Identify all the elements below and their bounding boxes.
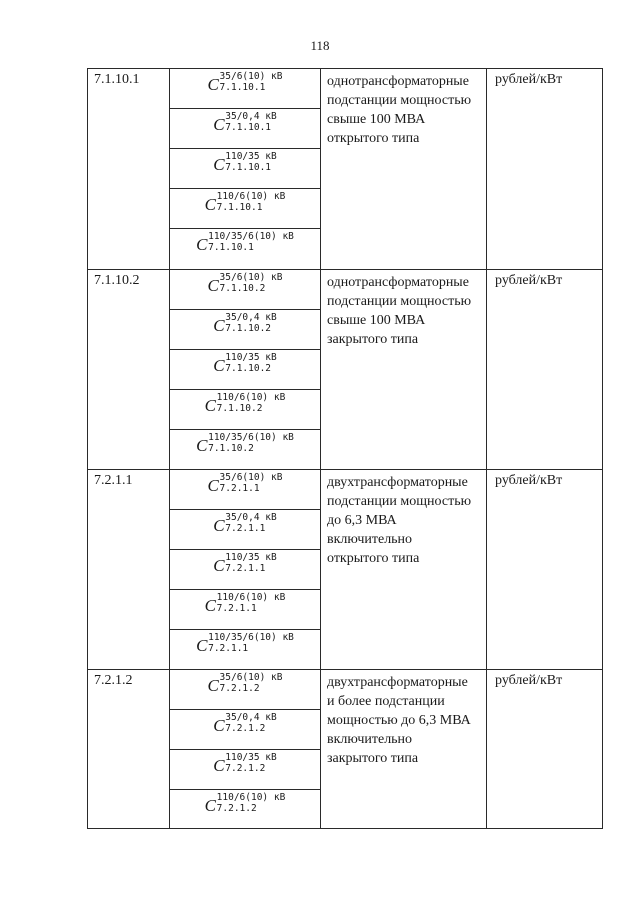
formula-cell bbox=[170, 350, 320, 390]
rate-formula bbox=[213, 353, 276, 374]
formula-subscript: 7.2.1.2 bbox=[219, 683, 260, 694]
formula-superscript: 110/6(10) кВ bbox=[216, 592, 286, 603]
formula-superscript: 110/35/6(10) кВ bbox=[208, 632, 294, 643]
rate-formula bbox=[205, 192, 286, 213]
description-line: однотрансформаторные bbox=[327, 275, 469, 290]
formula-letter: C bbox=[213, 356, 225, 375]
formula-cell bbox=[170, 69, 320, 109]
rate-formula bbox=[208, 473, 283, 494]
table-row bbox=[88, 269, 602, 469]
description-line: открытого типа bbox=[327, 131, 420, 146]
formula-cells bbox=[170, 69, 321, 269]
rate-formula bbox=[208, 273, 283, 294]
formula-superscript: 35/0,4 кВ bbox=[225, 312, 277, 323]
rate-formula bbox=[196, 433, 294, 454]
formula-subscript: 7.2.1.2 bbox=[216, 803, 257, 814]
formula-cell bbox=[170, 229, 320, 269]
formula-subscript: 7.1.10.1 bbox=[225, 162, 272, 173]
formula-letter: C bbox=[213, 556, 225, 575]
formula-subscript: 7.1.10.2 bbox=[219, 283, 266, 294]
formula-superscript: 35/0,4 кВ bbox=[225, 712, 277, 723]
formula-cell bbox=[170, 710, 320, 750]
formula-superscript: 110/35 кВ bbox=[225, 151, 277, 162]
rate-formula bbox=[205, 393, 286, 414]
formula-cell bbox=[170, 750, 320, 790]
row-unit: рублей/кВт bbox=[495, 72, 563, 87]
formula-subscript: 7.1.10.1 bbox=[225, 122, 272, 133]
formula-cells bbox=[170, 470, 321, 669]
formula-letter: C bbox=[213, 155, 225, 174]
description-line: двухтрансформаторные bbox=[327, 475, 468, 490]
formula-cell bbox=[170, 430, 320, 470]
table-row bbox=[88, 469, 602, 669]
formula-cell bbox=[170, 189, 320, 229]
formula-superscript: 35/6(10) кВ bbox=[219, 672, 283, 683]
description-line: открытого типа bbox=[327, 551, 420, 566]
formula-cell bbox=[170, 590, 320, 630]
description-line: включительно bbox=[327, 532, 413, 547]
formula-letter: C bbox=[213, 716, 225, 735]
formula-subscript: 7.1.10.1 bbox=[216, 202, 263, 213]
formula-superscript: 35/0,4 кВ bbox=[225, 111, 277, 122]
formula-cell bbox=[170, 270, 320, 310]
formula-subscript: 7.2.1.1 bbox=[225, 523, 266, 534]
description-line: однотрансформаторные bbox=[327, 74, 469, 89]
formula-letter: C bbox=[213, 115, 225, 134]
row-description bbox=[321, 270, 487, 469]
formula-superscript: 110/6(10) кВ bbox=[216, 792, 286, 803]
page-number: 118 bbox=[310, 38, 330, 53]
formula-letter: C bbox=[204, 195, 217, 214]
description-line: подстанции мощностью bbox=[327, 494, 472, 509]
rate-formula bbox=[205, 793, 286, 814]
rate-formula bbox=[196, 232, 294, 253]
formula-letter: C bbox=[213, 516, 225, 535]
formula-cell bbox=[170, 390, 320, 430]
formula-subscript: 7.2.1.1 bbox=[208, 643, 249, 654]
formula-subscript: 7.2.1.1 bbox=[219, 483, 260, 494]
row-code: 7.1.10.1 bbox=[88, 69, 170, 269]
rate-formula bbox=[196, 633, 294, 654]
formula-cell bbox=[170, 109, 320, 149]
formula-subscript: 7.1.10.2 bbox=[225, 323, 272, 334]
formula-subscript: 7.2.1.1 bbox=[225, 563, 266, 574]
formula-letter: C bbox=[213, 756, 225, 775]
formula-superscript: 110/35 кВ bbox=[225, 552, 277, 563]
formula-subscript: 7.2.1.1 bbox=[216, 603, 257, 614]
formula-cells bbox=[170, 270, 321, 469]
rate-formula bbox=[213, 713, 276, 734]
formula-subscript: 7.1.10.2 bbox=[208, 443, 254, 454]
formula-subscript: 7.1.10.2 bbox=[225, 363, 272, 374]
rates-table bbox=[87, 68, 603, 829]
formula-letter: C bbox=[207, 476, 219, 495]
formula-superscript: 35/6(10) кВ bbox=[219, 472, 283, 483]
description-line: и более подстанции bbox=[327, 694, 445, 709]
formula-cell bbox=[170, 630, 320, 670]
rate-formula bbox=[208, 673, 283, 694]
formula-letter: C bbox=[213, 316, 225, 335]
description-line: подстанции мощностью bbox=[327, 294, 472, 309]
formula-subscript: 7.1.10.1 bbox=[208, 242, 254, 253]
row-code: 7.2.1.1 bbox=[88, 470, 170, 669]
row-description bbox=[321, 470, 487, 669]
formula-cell bbox=[170, 510, 320, 550]
formula-superscript: 110/35/6(10) кВ bbox=[208, 231, 294, 242]
description-line: закрытого типа bbox=[327, 751, 419, 766]
formula-subscript: 7.1.10.2 bbox=[216, 403, 263, 414]
formula-letter: C bbox=[196, 636, 208, 655]
formula-superscript: 35/6(10) кВ bbox=[219, 272, 283, 283]
description-line: свыше 100 МВА bbox=[327, 112, 426, 127]
formula-superscript: 110/6(10) кВ bbox=[216, 392, 286, 403]
formula-superscript: 110/35/6(10) кВ bbox=[208, 432, 294, 443]
formula-subscript: 7.2.1.2 bbox=[225, 723, 266, 734]
formula-letter: C bbox=[204, 596, 217, 615]
formula-cell bbox=[170, 470, 320, 510]
formula-letter: C bbox=[207, 75, 219, 94]
row-unit: рублей/кВт bbox=[495, 473, 563, 488]
table-row bbox=[88, 69, 602, 269]
description-line: мощностью до 6,3 МВА bbox=[327, 713, 471, 728]
formula-letter: C bbox=[204, 796, 217, 815]
rate-formula bbox=[213, 513, 276, 534]
row-code: 7.1.10.2 bbox=[88, 270, 170, 469]
row-unit: рублей/кВт bbox=[495, 273, 563, 288]
formula-superscript: 35/0,4 кВ bbox=[225, 512, 277, 523]
formula-superscript: 110/6(10) кВ bbox=[216, 191, 286, 202]
formula-letter: C bbox=[207, 276, 219, 295]
formula-cell bbox=[170, 790, 320, 830]
formula-subscript: 7.2.1.2 bbox=[225, 763, 266, 774]
table-row bbox=[88, 669, 602, 829]
rate-formula bbox=[213, 553, 276, 574]
description-line: закрытого типа bbox=[327, 332, 419, 347]
formula-cell bbox=[170, 149, 320, 189]
formula-superscript: 110/35 кВ bbox=[225, 352, 277, 363]
formula-subscript: 7.1.10.1 bbox=[219, 82, 266, 93]
formula-cell bbox=[170, 670, 320, 710]
formula-letter: C bbox=[196, 235, 208, 254]
rate-formula bbox=[213, 753, 276, 774]
description-line: до 6,3 МВА bbox=[327, 513, 397, 528]
row-description bbox=[321, 670, 487, 829]
row-code: 7.2.1.2 bbox=[88, 670, 170, 829]
formula-cell bbox=[170, 310, 320, 350]
formula-letter: C bbox=[207, 676, 219, 695]
rate-formula bbox=[205, 593, 286, 614]
rate-formula bbox=[208, 72, 283, 93]
formula-superscript: 110/35 кВ bbox=[225, 752, 277, 763]
description-line: свыше 100 МВА bbox=[327, 313, 426, 328]
rate-formula bbox=[213, 313, 276, 334]
rate-formula bbox=[213, 152, 276, 173]
description-line: включительно bbox=[327, 732, 413, 747]
description-line: подстанции мощностью bbox=[327, 93, 472, 108]
row-unit: рублей/кВт bbox=[495, 673, 563, 688]
formula-letter: C bbox=[196, 436, 208, 455]
description-line: двухтрансформаторные bbox=[327, 675, 468, 690]
formula-cell bbox=[170, 550, 320, 590]
formula-letter: C bbox=[204, 396, 217, 415]
row-description bbox=[321, 69, 487, 269]
formula-superscript: 35/6(10) кВ bbox=[219, 71, 283, 82]
rate-formula bbox=[213, 112, 276, 133]
formula-cells bbox=[170, 670, 321, 829]
